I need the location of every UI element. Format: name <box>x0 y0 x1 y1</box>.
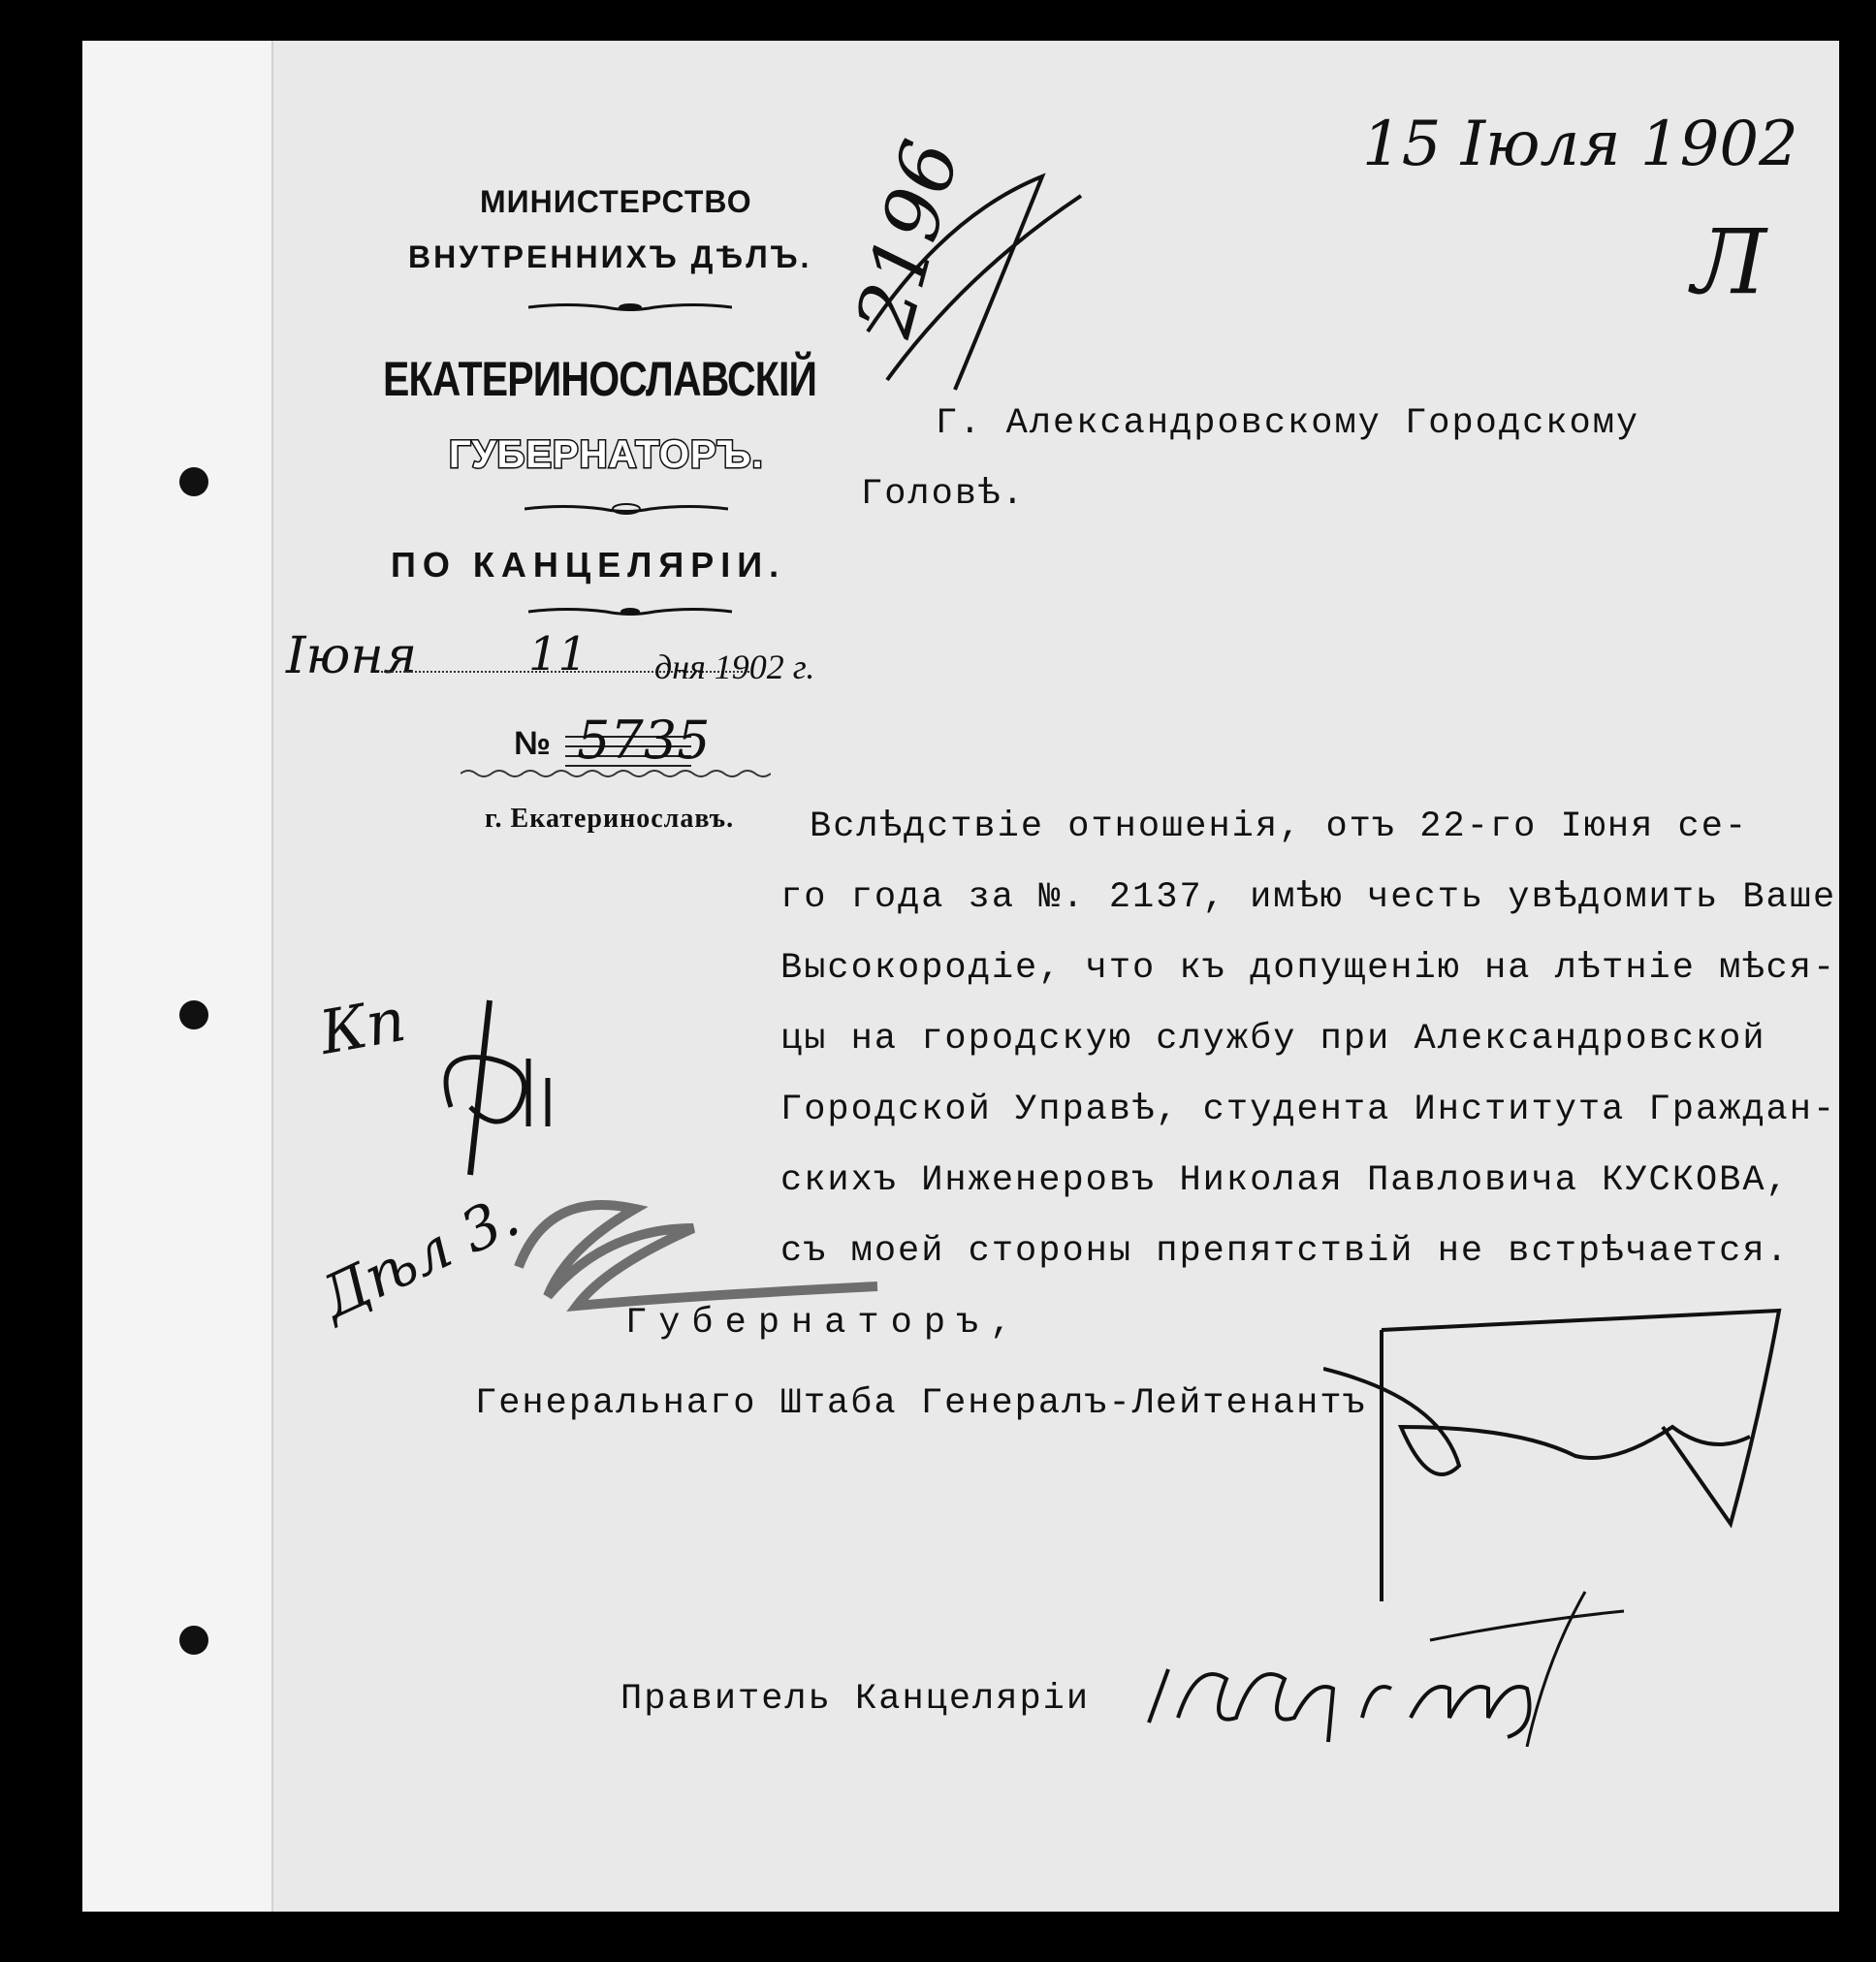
letterhead-office-line2: ГУБЕРНАТОРЪ. <box>449 433 764 476</box>
signature-title-line1: Губернаторъ, <box>625 1303 1024 1344</box>
number-label: № <box>514 725 551 762</box>
chancellery-head-title: Правитель Канцеляріи <box>620 1679 1091 1720</box>
binder-hole <box>179 1000 208 1029</box>
letterhead-department: ПО КАНЦЕЛЯРІИ. <box>391 545 786 585</box>
signature-title-line2: Генеральнаго Штаба Генералъ-Лейтенантъ <box>475 1383 1367 1424</box>
body-line: съ моей стороны препятствій не встрѣчается. <box>780 1231 1790 1272</box>
handwritten-number: 5735 <box>577 710 711 771</box>
recipient-line1: Г. Александровскому Городскому <box>936 403 1640 444</box>
letterhead-ministry-line2: ВНУТРЕННИХЪ ДѢЛЪ. <box>408 239 812 274</box>
incoming-stamp-scribble <box>848 157 1091 409</box>
body-line: цы на городскую службу при Александровской <box>780 1019 1766 1060</box>
body-line: Высокородіе, что къ допущенію на лѣтніе мѣся- <box>780 948 1837 989</box>
ornament-divider <box>528 301 732 314</box>
binder-hole <box>179 467 208 496</box>
margin-note-1: Кп <box>314 983 411 1069</box>
corner-mark: Л <box>1692 210 1766 314</box>
ornament-divider <box>528 605 732 618</box>
binder-hole <box>179 1626 208 1655</box>
margin-note-2: Дѣл 3. <box>310 1182 529 1333</box>
body-line: Городской Управѣ, студента Института Граждан- <box>780 1090 1837 1130</box>
ornament-divider <box>525 502 728 516</box>
letterhead-office-line1: ЕКАТЕРИНОСЛАВСКІЙ <box>383 352 817 406</box>
governor-signature <box>1323 1272 1808 1611</box>
incoming-number: 2196 <box>839 131 977 346</box>
handwritten-month: Іюня <box>286 627 418 685</box>
wavy-divider <box>461 768 771 779</box>
body-line: скихъ Инженеровъ Николая Павловича КУСКОВА, <box>780 1160 1790 1201</box>
letterhead-ministry-line1: МИНИСТЕРСТВО <box>480 184 752 219</box>
body-line: го года за №. 2137, имѣю честь увѣдомить Ваше <box>780 877 1837 918</box>
recipient-line2: Головѣ. <box>861 474 1026 515</box>
handwritten-day: 11 <box>528 627 588 681</box>
folded-margin-strip <box>82 41 273 1912</box>
city-line: г. Екатеринославъ. <box>485 804 735 834</box>
received-date: 15 Іюля 1902 <box>1362 109 1798 180</box>
document-sheet <box>82 41 1839 1912</box>
date-suffix: дня 1902 г. <box>654 648 815 686</box>
margin-signature-scribble <box>431 991 587 1185</box>
body-line: Вслѣдствіе отношенія, отъ 22-го Іюня се- <box>810 807 1749 847</box>
chancellery-head-signature <box>1139 1582 1643 1747</box>
